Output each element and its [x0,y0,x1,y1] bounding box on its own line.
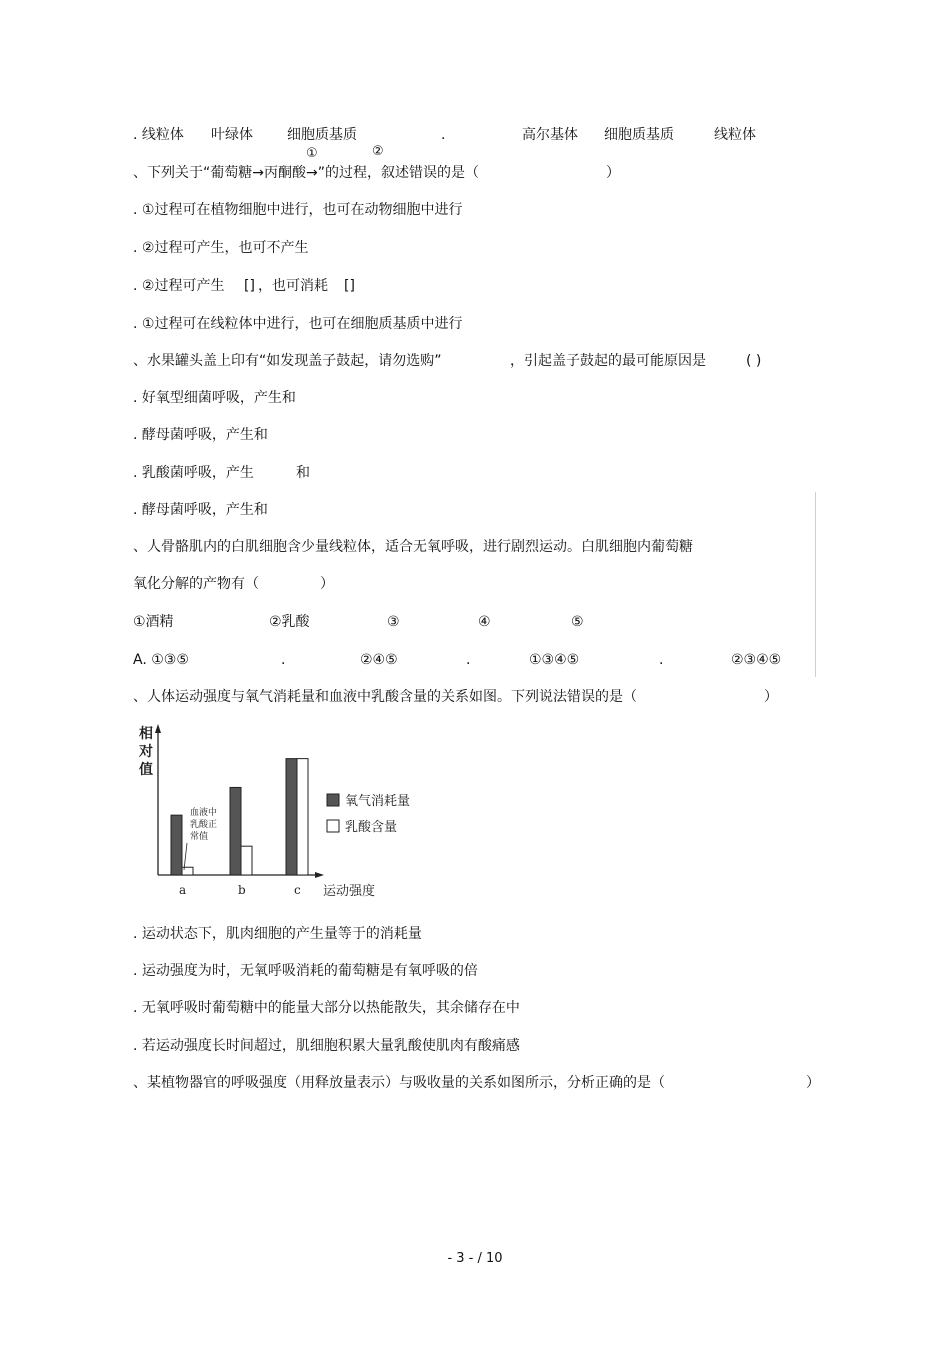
option-c: . 乳酸菌呼吸，产生 [133,465,254,481]
x-tick-label: a [179,883,187,897]
annotation-line: 血液中 [190,808,218,818]
x-tick-label: c [294,883,301,897]
legend-swatch [327,794,339,806]
option-a: . 运动状态下，肌肉细胞的产生量等于的消耗量 [133,926,422,942]
x-tick-label: b [238,883,246,897]
option-dot: . [659,652,664,668]
option-text: 高尔基体 [522,127,578,143]
option-text: 叶绿体 [211,127,253,143]
annotation-line: 乳酸正 [190,820,218,830]
bar-lactate-b [241,846,252,875]
legend-swatch [327,820,339,832]
product-item: ③ [387,614,400,630]
question-paren: ） [764,689,778,705]
option-b: . 酵母菌呼吸，产生和 [133,427,268,443]
option-c-bracket: [] [344,278,355,294]
x-axis-arrow [315,872,324,878]
x-axis-label: 运动强度 [323,884,376,899]
question-paren: ） [606,165,620,181]
option-a: A. ①③⑤ [133,652,189,668]
bar-lactate-c [297,759,308,875]
option-dot: . [281,652,286,668]
option-c-text: 和 [296,465,310,481]
exercise-chart [133,722,443,902]
question-stem: 、人体运动强度与氧气消耗量和血液中乳酸含量的关系如图。下列说法错误的是（ [133,689,637,705]
question-stem: 、下列关于“葡萄糖→丙酮酸→”的过程，叙述错误的是（ [133,165,479,181]
y-axis-arrow [155,724,161,733]
annotation-line: 常值 [190,832,209,842]
bar-lactate-a [182,867,193,875]
margin-rule [815,492,816,677]
bar-oxygen-b [230,787,241,875]
option-text: 细胞质基质 [604,127,674,143]
option-b: ②④⑤ [360,652,398,668]
question-stem: 氧化分解的产物有（ [133,576,259,592]
normal-lactate-annotation [190,806,217,842]
step-marker-2: ② [372,144,384,159]
svg-text:相对值 [138,725,153,778]
y-label-char: 相 [139,726,153,742]
option-c: ①③④⑤ [529,652,580,668]
option-a: . 好氧型细菌呼吸，产生和 [133,390,296,406]
option-c: . ②过程可产生 [133,278,225,294]
product-item: ②乳酸 [269,614,310,630]
step-marker-1: ① [306,146,318,161]
option-b: . 运动强度为时，无氧呼吸消耗的葡萄糖是有氧呼吸的倍 [133,963,478,979]
option-d: ②③④⑤ [731,652,782,668]
product-item: ⑤ [571,614,584,630]
product-item: ④ [478,614,491,630]
question-stem: 、某植物器官的呼吸强度（用释放量表示）与吸收量的关系如图所示，分析正确的是（ [133,1075,665,1091]
option-d: . 酵母菌呼吸，产生和 [133,502,268,518]
annotation-pointer [184,843,187,870]
bar-oxygen-c [286,759,297,875]
option-d: . ①过程可在线粒体中进行，也可在细胞质基质中进行 [133,316,463,332]
question-paren: ） [320,576,334,592]
option-c-bracket: [] [244,278,255,294]
legend-label: 乳酸含量 [345,820,398,835]
question-stem: 、人骨骼肌内的白肌细胞含少量线粒体，适合无氧呼吸，进行剧烈运动。白肌细胞内葡萄糖 [133,539,693,555]
legend-label: 氧气消耗量 [345,794,411,809]
option-c: . 无氧呼吸时葡萄糖中的能量大部分以热能散失，其余储存在中 [133,1000,520,1016]
question-stem: 、水果罐头盖上印有“如发现盖子鼓起，请勿选购” [133,353,442,369]
y-label-char: 对 [139,744,153,760]
option-text: . 线粒体 [133,127,184,143]
option-a: . ①过程可在植物细胞中进行，也可在动物细胞中进行 [133,202,463,218]
option-text: . [441,127,446,143]
option-c-text: ，也可消耗 [258,278,328,294]
option-b: . ②过程可产生，也可不产生 [133,240,309,256]
bar-oxygen-a [171,815,182,875]
option-text: 细胞质基质 [287,127,357,143]
option-d: . 若运动强度长时间超过，肌细胞积累大量乳酸使肌肉有酸痛感 [133,1038,520,1054]
page-number: - 3 - / 10 [447,1251,503,1266]
y-label-char: 值 [139,762,153,778]
option-dot: . [466,652,471,668]
option-text: 线粒体 [714,127,756,143]
product-item: ①酒精 [133,614,174,630]
question-stem: ，引起盖子鼓起的最可能原因是 [510,353,706,369]
question-paren: ( ) [746,353,762,369]
y-axis-label [138,725,153,778]
question-paren: ） [806,1075,820,1091]
